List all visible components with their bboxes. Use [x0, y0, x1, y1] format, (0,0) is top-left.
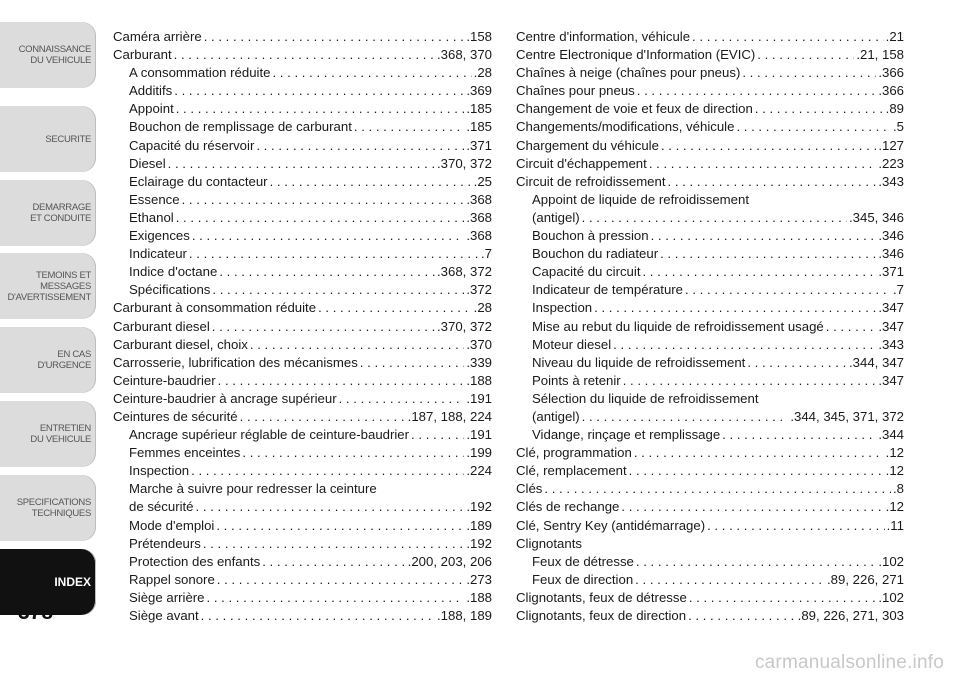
dot-leader — [544, 480, 891, 498]
index-pages: .158 — [466, 29, 492, 44]
index-pages: .89, 226, 271 — [827, 571, 904, 587]
index-term: Circuit d'échappement — [516, 155, 647, 171]
index-term: Prétendeurs — [129, 535, 201, 551]
index-pages: .188 — [466, 589, 492, 605]
dot-leader — [176, 100, 465, 118]
index-term: Moteur diesel — [532, 336, 612, 352]
dot-leader — [594, 299, 876, 317]
index-entry — [113, 517, 492, 535]
index-pages: .343 — [878, 173, 904, 189]
index-entry — [113, 82, 492, 100]
tab-connaissance-du-vehicule[interactable]: CONNAISSANCE DU VEHICULE — [0, 22, 96, 88]
index-term: Chaînes pour pneus — [516, 83, 635, 99]
index-term: Circuit de refroidissement — [516, 173, 666, 189]
dot-leader — [757, 46, 854, 64]
dot-leader — [742, 64, 876, 82]
dot-leader — [613, 336, 876, 354]
index-entry — [516, 118, 904, 136]
index-entry — [516, 46, 904, 64]
index-entry — [516, 444, 904, 462]
index-entry — [113, 589, 492, 607]
index-entry — [516, 137, 904, 155]
index-term: Inspection — [129, 463, 190, 479]
index-term: Siège avant — [129, 608, 199, 623]
index-pages: .344, 347 — [849, 354, 904, 370]
index-entry — [516, 336, 904, 354]
dot-leader — [318, 299, 472, 317]
index-entry — [516, 318, 904, 336]
index-pages: .346 — [878, 246, 904, 262]
dot-leader — [216, 517, 464, 535]
dot-leader — [191, 462, 464, 480]
dot-leader — [582, 209, 847, 227]
index-term: Clés de rechange — [516, 499, 620, 515]
index-pages: .12 — [885, 499, 904, 515]
index-term: Sélection du liquide de refroidissement — [532, 390, 759, 406]
index-term: Capacité du réservoir — [129, 137, 255, 153]
dot-leader — [339, 390, 465, 408]
index-pages: .188, 189 — [437, 608, 492, 623]
dot-leader — [270, 173, 472, 191]
index-pages: .366 — [878, 83, 904, 99]
index-term: Eclairage du contacteur — [129, 173, 268, 189]
dot-leader — [212, 318, 435, 336]
dot-leader — [623, 372, 877, 390]
index-entry — [516, 462, 904, 480]
dot-leader — [642, 263, 876, 281]
dot-leader — [660, 245, 876, 263]
index-entry — [113, 372, 492, 390]
index-entry — [516, 155, 904, 173]
index-entry — [516, 82, 904, 100]
dot-leader — [182, 191, 465, 209]
index-entry — [113, 480, 492, 498]
index-entry — [113, 155, 492, 173]
index-entry — [113, 408, 492, 426]
index-term: A consommation réduite — [129, 65, 271, 81]
page-number: 378 — [18, 601, 54, 624]
index-entry — [113, 46, 492, 64]
index-entry — [516, 408, 904, 426]
dot-leader — [685, 281, 891, 299]
index-entry — [113, 426, 492, 444]
index-term: (antigel) — [532, 209, 580, 225]
index-term: Clignotants — [516, 535, 582, 551]
index-pages: .21 — [885, 29, 904, 44]
index-pages: .370, 372 — [437, 318, 492, 334]
index-pages: .223 — [878, 155, 904, 171]
index-term: Centre d'information, véhicule — [516, 29, 691, 44]
index-entry — [113, 281, 492, 299]
tab-temoins-et-messages-d-avertissement[interactable]: TEMOINS ET MESSAGES D'AVERTISSEMENT — [0, 253, 96, 319]
index-entry — [113, 28, 492, 46]
index-pages: .371 — [878, 264, 904, 280]
dot-leader — [692, 28, 884, 46]
index-pages: .339 — [466, 354, 492, 370]
index-term: Appoint de liquide de refroidissement — [532, 191, 749, 207]
index-pages: .371 — [466, 137, 492, 153]
tab-demarrage-et-conduite[interactable]: DEMARRAGE ET CONDUITE — [0, 180, 96, 246]
index-term: Ceinture-baudrier — [113, 372, 216, 388]
index-pages: .102 — [878, 589, 904, 605]
index-entry — [516, 354, 904, 372]
index-pages: .127 — [878, 137, 904, 153]
index-pages: .185 — [466, 101, 492, 117]
index-term: Feux de détresse — [532, 553, 634, 569]
dot-leader — [192, 227, 464, 245]
dot-leader — [250, 336, 464, 354]
index-term: Chargement du véhicule — [516, 137, 659, 153]
index-term: Ceintures de sécurité — [113, 408, 238, 424]
index-term: Carburant à consommation réduite — [113, 300, 317, 316]
dot-leader — [168, 155, 435, 173]
index-pages: .199 — [466, 445, 492, 461]
index-entry — [113, 354, 492, 372]
index-term: Marche à suivre pour redresser la ceinture — [129, 481, 377, 497]
index-pages: .7 — [893, 282, 904, 298]
tab-entretien-du-vehicule[interactable]: ENTRETIEN DU VEHICULE — [0, 401, 96, 467]
index-term: Carburant diesel — [113, 318, 210, 334]
index-entry — [113, 227, 492, 245]
index-entry — [113, 535, 492, 553]
dot-leader — [629, 462, 884, 480]
dot-leader — [218, 372, 465, 390]
index-term: Carburant diesel, choix — [113, 336, 248, 352]
index-term: Exigences — [129, 228, 190, 244]
index-term: Rappel sonore — [129, 571, 215, 587]
index-term: Feux de direction — [532, 571, 634, 587]
index-entry — [516, 372, 904, 390]
index-pages: .28 — [473, 300, 492, 316]
index-pages: .368 — [466, 228, 492, 244]
index-entry — [113, 64, 492, 82]
index-entry — [516, 299, 904, 317]
dot-leader — [217, 571, 465, 589]
index-entry — [113, 245, 492, 263]
index-entry — [113, 137, 492, 155]
index-entry — [516, 28, 904, 46]
index-entry — [113, 444, 492, 462]
index-term: Clignotants, feux de direction — [516, 608, 687, 623]
index-term: Clé, Sentry Key (antidémarrage) — [516, 517, 706, 533]
dot-leader — [240, 408, 406, 426]
index-entry — [516, 571, 904, 589]
dot-leader — [736, 118, 891, 136]
index-pages: .191 — [466, 390, 492, 406]
index-entry — [516, 607, 904, 625]
dot-leader — [354, 118, 464, 136]
tab-specifications-techniques[interactable]: SPECIFICATIONS TECHNIQUES — [0, 475, 96, 541]
index-pages: .25 — [473, 173, 492, 189]
index-pages: .347 — [878, 372, 904, 388]
index-term: Indice d'octane — [129, 264, 218, 280]
index-entry — [113, 498, 492, 516]
dot-leader — [212, 281, 464, 299]
index-term: Siège arrière — [129, 589, 205, 605]
dot-leader — [196, 498, 465, 516]
index-term: Ceinture-baudrier à ancrage supérieur — [113, 390, 337, 406]
index-term: Points à retenir — [532, 372, 621, 388]
index-entry — [113, 571, 492, 589]
index-pages: .370, 372 — [437, 155, 492, 171]
index-term: Spécifications — [129, 282, 211, 298]
index-entry — [113, 100, 492, 118]
index-pages: .369 — [466, 83, 492, 99]
index-entry — [113, 191, 492, 209]
dot-leader — [242, 444, 464, 462]
index-pages: .368 — [466, 191, 492, 207]
index-pages: .189 — [466, 517, 492, 533]
index-term: Changements/modifications, véhicule — [516, 119, 735, 135]
index-term: Indicateur — [129, 246, 187, 262]
dot-leader — [707, 517, 885, 535]
index-pages: .5 — [893, 119, 904, 135]
index-term: Diesel — [129, 155, 166, 171]
index-entry — [516, 553, 904, 571]
index-entry — [113, 607, 492, 625]
index-pages: .89 — [885, 101, 904, 117]
tab-en-cas-d-urgence[interactable]: EN CAS D'URGENCE — [0, 327, 96, 393]
index-pages: .187, 188, 224 — [407, 408, 492, 424]
dot-leader — [651, 227, 877, 245]
index-term: Clignotants, feux de détresse — [516, 589, 687, 605]
index-entry — [516, 535, 904, 553]
dot-leader — [747, 354, 847, 372]
index-term: Bouchon du radiateur — [532, 246, 659, 262]
dot-leader — [256, 137, 464, 155]
index-pages: .102 — [878, 553, 904, 569]
index-entry — [516, 498, 904, 516]
index-term: Capacité du circuit — [532, 264, 641, 280]
index-pages: .7 — [481, 246, 492, 262]
index-entry — [113, 336, 492, 354]
index-pages: .8 — [893, 481, 904, 497]
index-pages: .368 — [466, 209, 492, 225]
dot-leader — [174, 46, 435, 64]
index-entry — [113, 209, 492, 227]
index-column-right — [516, 28, 904, 625]
index-term: (antigel) — [532, 408, 580, 424]
index-term: Vidange, rinçage et remplissage — [532, 427, 721, 443]
index-term: Chaînes à neige (chaînes pour pneus) — [516, 65, 741, 81]
index-entry — [516, 263, 904, 281]
index-pages: .192 — [466, 499, 492, 515]
index-entry — [113, 299, 492, 317]
tab-index[interactable]: INDEX — [0, 549, 96, 615]
index-entry — [113, 118, 492, 136]
dot-leader — [637, 82, 877, 100]
index-term: Indicateur de température — [532, 282, 684, 298]
index-pages: .21, 158 — [856, 47, 904, 63]
index-pages: .12 — [885, 463, 904, 479]
index-term: Ethanol — [129, 209, 174, 225]
watermark: carmanualsonline.info — [754, 652, 944, 673]
dot-leader — [582, 408, 789, 426]
index-pages: .347 — [878, 318, 904, 334]
index-pages: .11 — [886, 517, 904, 533]
index-pages: .12 — [885, 445, 904, 461]
dot-leader — [826, 318, 877, 336]
index-entry — [113, 263, 492, 281]
section-tabs — [0, 0, 97, 600]
index-column-left — [113, 28, 492, 625]
index-pages: .345, 346 — [849, 209, 904, 225]
index-term: Essence — [129, 191, 180, 207]
index-term: Protection des enfants — [129, 553, 261, 569]
dot-leader — [201, 607, 435, 625]
index-term: Clés — [516, 481, 543, 497]
index-pages: .344, 345, 371, 372 — [790, 408, 904, 424]
index-pages: .366 — [878, 65, 904, 81]
index-pages: .200, 203, 206 — [407, 553, 492, 569]
index-entry — [516, 281, 904, 299]
dot-leader — [203, 535, 464, 553]
index-term: Carrosserie, lubrification des mécanismes — [113, 354, 358, 370]
index-pages: .344 — [878, 427, 904, 443]
index-entry — [113, 173, 492, 191]
index-pages: .185 — [466, 119, 492, 135]
index-entry — [113, 462, 492, 480]
index-entry — [516, 64, 904, 82]
index-term: Mise au rebut du liquide de refroidissement usagé — [532, 318, 824, 334]
index-term: Niveau du liquide de refroidissement — [532, 354, 746, 370]
dot-leader — [634, 444, 884, 462]
index-entry — [516, 390, 904, 408]
index-term: Carburant — [113, 47, 172, 63]
index-entry — [516, 245, 904, 263]
index-entry — [113, 318, 492, 336]
dot-leader — [688, 607, 796, 625]
dot-leader — [668, 173, 877, 191]
index-term: Ancrage supérieur réglable de ceinture-baudrier — [129, 427, 410, 443]
index-pages: .372 — [466, 282, 492, 298]
dot-leader — [176, 209, 465, 227]
index-pages: .368, 370 — [437, 47, 492, 63]
index-entry — [516, 191, 904, 209]
index-term: Additifs — [129, 83, 173, 99]
index-pages: .347 — [878, 300, 904, 316]
index-term: Changement de voie et feux de direction — [516, 101, 753, 117]
index-entry — [516, 173, 904, 191]
index-pages: .28 — [473, 65, 492, 81]
dot-leader — [636, 553, 876, 571]
index-pages: .370 — [466, 336, 492, 352]
dot-leader — [635, 571, 825, 589]
index-entry — [516, 227, 904, 245]
index-term: Clé, remplacement — [516, 463, 627, 479]
index-term: Inspection — [532, 300, 593, 316]
index-pages: .188 — [466, 372, 492, 388]
index-term: Bouchon à pression — [532, 228, 649, 244]
dot-leader — [649, 155, 877, 173]
index-pages: .192 — [466, 535, 492, 551]
dot-leader — [411, 426, 464, 444]
index-entry — [516, 480, 904, 498]
index-term: Centre Electronique d'Information (EVIC) — [516, 47, 756, 63]
index-pages: .224 — [466, 463, 492, 479]
index-pages: .343 — [878, 336, 904, 352]
index-term: Mode d'emploi — [129, 517, 215, 533]
dot-leader — [204, 28, 465, 46]
index-term: Clé, programmation — [516, 445, 632, 461]
index-pages: .368, 372 — [437, 264, 492, 280]
index-pages: .346 — [878, 228, 904, 244]
index-term: Femmes enceintes — [129, 445, 241, 461]
index-pages: .191 — [466, 427, 492, 443]
dot-leader — [722, 426, 876, 444]
dot-leader — [262, 553, 405, 571]
index-term: Appoint — [129, 101, 174, 117]
dot-leader — [661, 137, 876, 155]
dot-leader — [621, 498, 883, 516]
dot-leader — [207, 589, 465, 607]
index-term: de sécurité — [129, 499, 194, 515]
index-entry — [516, 100, 904, 118]
dot-leader — [360, 354, 465, 372]
index-entry — [516, 589, 904, 607]
dot-leader — [755, 100, 884, 118]
index-term: Caméra arrière — [113, 29, 202, 44]
dot-leader — [174, 82, 464, 100]
dot-leader — [219, 263, 435, 281]
tab-securite[interactable]: SECURITE — [0, 106, 96, 172]
dot-leader — [189, 245, 479, 263]
index-term: Bouchon de remplissage de carburant — [129, 119, 352, 135]
index-entry — [516, 426, 904, 444]
index-entry — [113, 390, 492, 408]
index-entry — [516, 517, 904, 535]
dot-leader — [272, 64, 471, 82]
index-pages: .89, 226, 271, 303 — [797, 608, 904, 623]
dot-leader — [689, 589, 877, 607]
index-pages: .273 — [466, 571, 492, 587]
index-entry — [113, 553, 492, 571]
index-entry — [516, 209, 904, 227]
